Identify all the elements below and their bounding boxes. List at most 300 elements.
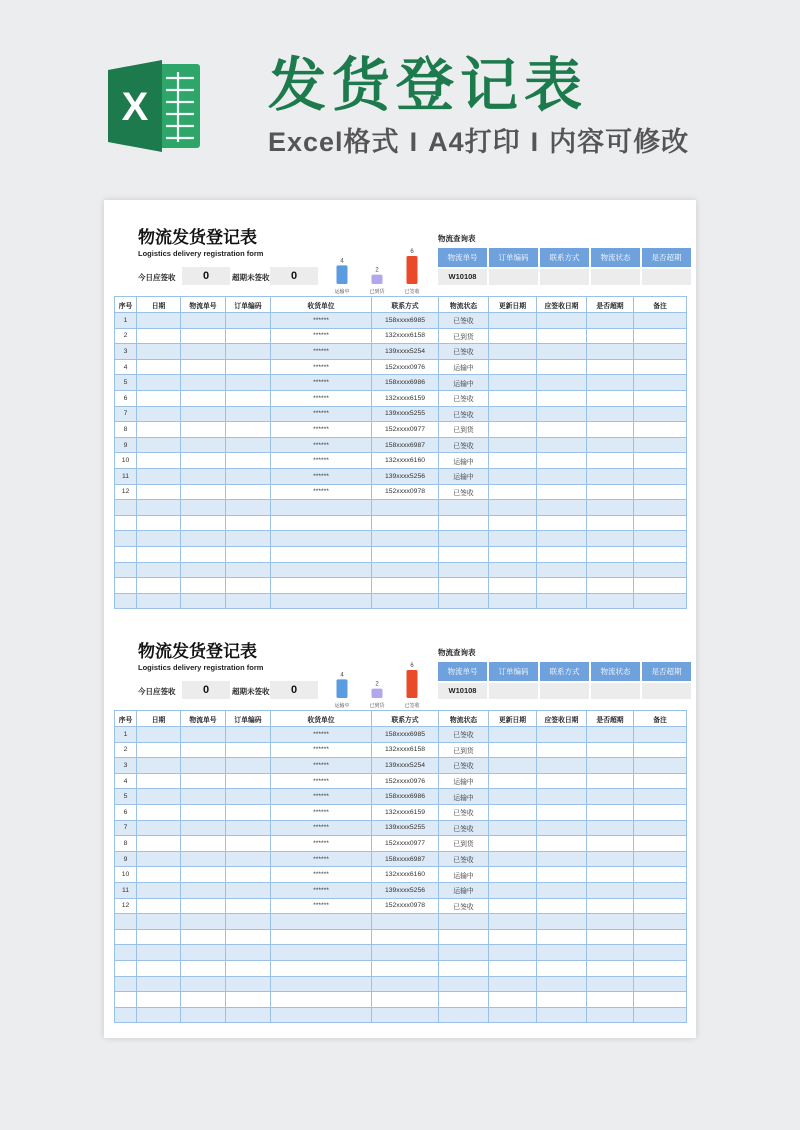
table-cell[interactable]: ******: [271, 804, 372, 820]
table-cell[interactable]: [587, 375, 634, 391]
table-cell[interactable]: [439, 914, 489, 930]
table-cell[interactable]: [137, 914, 181, 930]
table-cell[interactable]: [587, 945, 634, 961]
table-cell[interactable]: [587, 960, 634, 976]
table-cell[interactable]: [489, 960, 537, 976]
table-cell[interactable]: [271, 976, 372, 992]
table-cell[interactable]: [587, 851, 634, 867]
table-cell[interactable]: 158xxxx6985: [372, 727, 439, 743]
table-cell[interactable]: [137, 992, 181, 1008]
table-cell[interactable]: [181, 313, 226, 329]
table-cell[interactable]: [537, 758, 587, 774]
table-cell[interactable]: [587, 562, 634, 578]
table-cell[interactable]: [181, 328, 226, 344]
table-cell[interactable]: [537, 945, 587, 961]
table-cell[interactable]: [587, 437, 634, 453]
table-cell[interactable]: ******: [271, 328, 372, 344]
table-cell[interactable]: 139xxxx5256: [372, 468, 439, 484]
table-cell[interactable]: [226, 313, 271, 329]
table-cell[interactable]: [634, 851, 687, 867]
table-cell[interactable]: 139xxxx5254: [372, 758, 439, 774]
table-cell[interactable]: [226, 773, 271, 789]
table-cell[interactable]: 已签收: [439, 437, 489, 453]
table-cell[interactable]: [587, 1007, 634, 1023]
table-cell[interactable]: [181, 992, 226, 1008]
table-cell[interactable]: [634, 742, 687, 758]
table-cell[interactable]: [226, 484, 271, 500]
table-cell[interactable]: [181, 836, 226, 852]
table-cell[interactable]: [634, 804, 687, 820]
table-cell[interactable]: [181, 804, 226, 820]
table-cell[interactable]: [587, 328, 634, 344]
table-cell[interactable]: [181, 531, 226, 547]
table-cell[interactable]: [489, 344, 537, 360]
lookup-value-cell[interactable]: [591, 269, 640, 285]
table-cell[interactable]: [226, 390, 271, 406]
table-cell[interactable]: [226, 344, 271, 360]
table-cell[interactable]: [137, 313, 181, 329]
table-cell[interactable]: [537, 468, 587, 484]
table-cell[interactable]: [634, 976, 687, 992]
table-cell[interactable]: [372, 929, 439, 945]
table-cell[interactable]: [587, 531, 634, 547]
table-cell[interactable]: [489, 1007, 537, 1023]
table-cell[interactable]: ******: [271, 836, 372, 852]
table-cell[interactable]: [537, 742, 587, 758]
table-cell[interactable]: [271, 515, 372, 531]
table-cell[interactable]: 4: [115, 359, 137, 375]
table-cell[interactable]: [115, 578, 137, 594]
table-cell[interactable]: [226, 914, 271, 930]
table-cell[interactable]: [181, 390, 226, 406]
table-cell[interactable]: [587, 867, 634, 883]
table-cell[interactable]: ******: [271, 851, 372, 867]
table-cell[interactable]: [226, 898, 271, 914]
table-cell[interactable]: [271, 562, 372, 578]
table-cell[interactable]: 1: [115, 313, 137, 329]
table-cell[interactable]: [372, 531, 439, 547]
table-cell[interactable]: [181, 578, 226, 594]
table-cell[interactable]: 7: [115, 820, 137, 836]
table-cell[interactable]: [115, 546, 137, 562]
table-cell[interactable]: [439, 546, 489, 562]
table-cell[interactable]: [634, 820, 687, 836]
table-cell[interactable]: [226, 422, 271, 438]
table-cell[interactable]: [137, 804, 181, 820]
table-cell[interactable]: [537, 1007, 587, 1023]
table-cell[interactable]: [137, 867, 181, 883]
table-cell[interactable]: [489, 562, 537, 578]
table-cell[interactable]: [537, 531, 587, 547]
table-cell[interactable]: [634, 390, 687, 406]
table-cell[interactable]: [181, 562, 226, 578]
table-cell[interactable]: [537, 976, 587, 992]
table-cell[interactable]: [489, 313, 537, 329]
table-cell[interactable]: [181, 727, 226, 743]
table-cell[interactable]: [489, 390, 537, 406]
table-cell[interactable]: [489, 484, 537, 500]
table-cell[interactable]: [271, 960, 372, 976]
table-cell[interactable]: 运输中: [439, 773, 489, 789]
table-cell[interactable]: [537, 344, 587, 360]
table-cell[interactable]: [634, 437, 687, 453]
table-cell[interactable]: 132xxxx6159: [372, 390, 439, 406]
table-cell[interactable]: [634, 789, 687, 805]
table-cell[interactable]: [489, 422, 537, 438]
table-cell[interactable]: ******: [271, 468, 372, 484]
table-cell[interactable]: [137, 562, 181, 578]
table-cell[interactable]: [115, 531, 137, 547]
table-cell[interactable]: [115, 515, 137, 531]
table-cell[interactable]: [634, 758, 687, 774]
table-cell[interactable]: [489, 773, 537, 789]
table-cell[interactable]: [181, 914, 226, 930]
table-cell[interactable]: [271, 593, 372, 609]
table-cell[interactable]: ******: [271, 789, 372, 805]
table-cell[interactable]: [137, 406, 181, 422]
table-cell[interactable]: [137, 727, 181, 743]
table-cell[interactable]: ******: [271, 437, 372, 453]
table-cell[interactable]: [115, 992, 137, 1008]
table-cell[interactable]: [226, 437, 271, 453]
table-cell[interactable]: [537, 836, 587, 852]
table-cell[interactable]: [489, 727, 537, 743]
table-cell[interactable]: [439, 976, 489, 992]
table-cell[interactable]: 152xxxx0976: [372, 359, 439, 375]
table-cell[interactable]: [489, 836, 537, 852]
table-cell[interactable]: [489, 328, 537, 344]
table-cell[interactable]: [137, 820, 181, 836]
table-cell[interactable]: 10: [115, 867, 137, 883]
table-cell[interactable]: [587, 836, 634, 852]
table-cell[interactable]: [439, 929, 489, 945]
table-cell[interactable]: [537, 578, 587, 594]
table-cell[interactable]: [587, 593, 634, 609]
table-cell[interactable]: [115, 914, 137, 930]
table-cell[interactable]: [634, 727, 687, 743]
table-cell[interactable]: [226, 500, 271, 516]
table-cell[interactable]: [137, 773, 181, 789]
table-cell[interactable]: [226, 789, 271, 805]
table-cell[interactable]: [372, 914, 439, 930]
table-cell[interactable]: [226, 578, 271, 594]
table-cell[interactable]: [137, 578, 181, 594]
table-cell[interactable]: [226, 375, 271, 391]
table-cell[interactable]: [537, 789, 587, 805]
table-cell[interactable]: ******: [271, 820, 372, 836]
table-cell[interactable]: [587, 727, 634, 743]
table-cell[interactable]: [271, 1007, 372, 1023]
table-cell[interactable]: 132xxxx6160: [372, 453, 439, 469]
table-cell[interactable]: [489, 593, 537, 609]
table-cell[interactable]: [537, 992, 587, 1008]
table-cell[interactable]: 139xxxx5255: [372, 820, 439, 836]
table-cell[interactable]: [181, 484, 226, 500]
table-cell[interactable]: [489, 976, 537, 992]
table-cell[interactable]: [634, 484, 687, 500]
table-cell[interactable]: [537, 914, 587, 930]
table-cell[interactable]: [634, 406, 687, 422]
table-cell[interactable]: [226, 531, 271, 547]
table-cell[interactable]: [271, 500, 372, 516]
table-cell[interactable]: [587, 898, 634, 914]
table-cell[interactable]: [137, 484, 181, 500]
table-cell[interactable]: ******: [271, 375, 372, 391]
table-cell[interactable]: [372, 546, 439, 562]
table-cell[interactable]: [137, 836, 181, 852]
table-cell[interactable]: [587, 453, 634, 469]
table-cell[interactable]: [137, 437, 181, 453]
table-cell[interactable]: [137, 515, 181, 531]
kpi-value-overdue[interactable]: 0: [270, 681, 318, 699]
table-cell[interactable]: [181, 851, 226, 867]
table-cell[interactable]: 已到货: [439, 328, 489, 344]
table-cell[interactable]: [537, 437, 587, 453]
table-cell[interactable]: [137, 500, 181, 516]
lookup-value-cell[interactable]: [540, 269, 589, 285]
table-cell[interactable]: 158xxxx6986: [372, 789, 439, 805]
table-cell[interactable]: [226, 976, 271, 992]
table-cell[interactable]: [537, 422, 587, 438]
table-cell[interactable]: 132xxxx6159: [372, 804, 439, 820]
table-cell[interactable]: [537, 453, 587, 469]
table-cell[interactable]: [181, 375, 226, 391]
table-cell[interactable]: [537, 328, 587, 344]
table-cell[interactable]: [587, 992, 634, 1008]
table-cell[interactable]: [137, 742, 181, 758]
table-cell[interactable]: [181, 344, 226, 360]
table-cell[interactable]: [226, 515, 271, 531]
table-cell[interactable]: 132xxxx6158: [372, 328, 439, 344]
table-cell[interactable]: [489, 851, 537, 867]
table-cell[interactable]: 已签收: [439, 727, 489, 743]
table-cell[interactable]: 132xxxx6158: [372, 742, 439, 758]
table-cell[interactable]: [439, 531, 489, 547]
table-cell[interactable]: [181, 789, 226, 805]
table-cell[interactable]: [489, 578, 537, 594]
table-cell[interactable]: [372, 500, 439, 516]
table-cell[interactable]: [537, 375, 587, 391]
table-cell[interactable]: 已到货: [439, 422, 489, 438]
table-cell[interactable]: [634, 453, 687, 469]
table-cell[interactable]: [226, 820, 271, 836]
table-cell[interactable]: 152xxxx0976: [372, 773, 439, 789]
table-cell[interactable]: [537, 867, 587, 883]
table-cell[interactable]: 139xxxx5256: [372, 882, 439, 898]
table-cell[interactable]: [226, 546, 271, 562]
table-cell[interactable]: [634, 945, 687, 961]
table-cell[interactable]: [537, 820, 587, 836]
table-cell[interactable]: [115, 976, 137, 992]
table-cell[interactable]: [537, 562, 587, 578]
table-cell[interactable]: 已签收: [439, 804, 489, 820]
table-cell[interactable]: 152xxxx0978: [372, 484, 439, 500]
table-cell[interactable]: [115, 593, 137, 609]
table-cell[interactable]: [137, 960, 181, 976]
table-cell[interactable]: 2: [115, 742, 137, 758]
table-cell[interactable]: ******: [271, 727, 372, 743]
table-cell[interactable]: [537, 960, 587, 976]
table-cell[interactable]: [537, 593, 587, 609]
table-cell[interactable]: [181, 820, 226, 836]
table-cell[interactable]: 132xxxx6160: [372, 867, 439, 883]
table-cell[interactable]: 5: [115, 375, 137, 391]
table-cell[interactable]: [137, 468, 181, 484]
table-cell[interactable]: [634, 898, 687, 914]
table-cell[interactable]: [137, 945, 181, 961]
table-cell[interactable]: [137, 422, 181, 438]
table-cell[interactable]: [137, 882, 181, 898]
table-cell[interactable]: 已签收: [439, 406, 489, 422]
table-cell[interactable]: [634, 546, 687, 562]
table-cell[interactable]: [587, 882, 634, 898]
table-cell[interactable]: [115, 929, 137, 945]
table-cell[interactable]: [181, 1007, 226, 1023]
table-cell[interactable]: [489, 375, 537, 391]
table-cell[interactable]: 8: [115, 422, 137, 438]
table-cell[interactable]: 158xxxx6987: [372, 851, 439, 867]
table-cell[interactable]: [587, 820, 634, 836]
table-cell[interactable]: [537, 546, 587, 562]
table-cell[interactable]: [226, 804, 271, 820]
table-cell[interactable]: [271, 992, 372, 1008]
table-cell[interactable]: [634, 836, 687, 852]
table-cell[interactable]: [537, 484, 587, 500]
table-cell[interactable]: [137, 453, 181, 469]
table-cell[interactable]: [537, 804, 587, 820]
lookup-value-cell[interactable]: [540, 683, 589, 699]
table-cell[interactable]: [634, 359, 687, 375]
table-cell[interactable]: [439, 992, 489, 1008]
table-cell[interactable]: [587, 359, 634, 375]
table-cell[interactable]: [634, 468, 687, 484]
table-cell[interactable]: [181, 453, 226, 469]
table-cell[interactable]: [439, 562, 489, 578]
table-cell[interactable]: [489, 742, 537, 758]
lookup-value-cell[interactable]: W10108: [438, 269, 487, 285]
table-cell[interactable]: 152xxxx0977: [372, 836, 439, 852]
lookup-value-cell[interactable]: [591, 683, 640, 699]
table-cell[interactable]: [587, 344, 634, 360]
table-cell[interactable]: [137, 758, 181, 774]
table-cell[interactable]: [181, 546, 226, 562]
table-cell[interactable]: [115, 562, 137, 578]
table-cell[interactable]: [271, 578, 372, 594]
table-cell[interactable]: [537, 773, 587, 789]
table-cell[interactable]: [489, 437, 537, 453]
table-cell[interactable]: [489, 531, 537, 547]
table-cell[interactable]: [226, 593, 271, 609]
table-cell[interactable]: [537, 390, 587, 406]
table-cell[interactable]: [489, 882, 537, 898]
table-cell[interactable]: [181, 593, 226, 609]
table-cell[interactable]: 9: [115, 851, 137, 867]
table-cell[interactable]: [587, 929, 634, 945]
table-cell[interactable]: [181, 945, 226, 961]
table-cell[interactable]: [226, 727, 271, 743]
table-cell[interactable]: [226, 945, 271, 961]
table-cell[interactable]: [634, 422, 687, 438]
table-cell[interactable]: [537, 727, 587, 743]
table-cell[interactable]: 已签收: [439, 758, 489, 774]
table-cell[interactable]: [137, 328, 181, 344]
table-cell[interactable]: [226, 960, 271, 976]
table-cell[interactable]: [634, 515, 687, 531]
table-cell[interactable]: 11: [115, 468, 137, 484]
kpi-value-due-today[interactable]: 0: [182, 681, 230, 699]
table-cell[interactable]: [115, 500, 137, 516]
table-cell[interactable]: ******: [271, 453, 372, 469]
table-cell[interactable]: [226, 406, 271, 422]
kpi-value-due-today[interactable]: 0: [182, 267, 230, 285]
table-cell[interactable]: [634, 593, 687, 609]
table-cell[interactable]: [634, 375, 687, 391]
table-cell[interactable]: 已签收: [439, 484, 489, 500]
table-cell[interactable]: [634, 929, 687, 945]
table-cell[interactable]: 已签收: [439, 820, 489, 836]
table-cell[interactable]: 5: [115, 789, 137, 805]
table-cell[interactable]: ******: [271, 359, 372, 375]
table-cell[interactable]: [537, 359, 587, 375]
table-cell[interactable]: 3: [115, 758, 137, 774]
table-cell[interactable]: [439, 1007, 489, 1023]
table-cell[interactable]: [372, 992, 439, 1008]
table-cell[interactable]: 运输中: [439, 882, 489, 898]
table-cell[interactable]: 已签收: [439, 851, 489, 867]
table-cell[interactable]: [634, 328, 687, 344]
table-cell[interactable]: 12: [115, 898, 137, 914]
lookup-value-cell[interactable]: W10108: [438, 683, 487, 699]
table-cell[interactable]: 158xxxx6986: [372, 375, 439, 391]
table-cell[interactable]: [489, 406, 537, 422]
table-cell[interactable]: [587, 742, 634, 758]
table-cell[interactable]: [489, 789, 537, 805]
table-cell[interactable]: [587, 406, 634, 422]
table-cell[interactable]: [181, 929, 226, 945]
table-cell[interactable]: [271, 546, 372, 562]
table-cell[interactable]: [372, 593, 439, 609]
table-cell[interactable]: [181, 742, 226, 758]
table-cell[interactable]: [489, 359, 537, 375]
table-cell[interactable]: 158xxxx6987: [372, 437, 439, 453]
table-cell[interactable]: [537, 882, 587, 898]
table-cell[interactable]: ******: [271, 484, 372, 500]
table-cell[interactable]: [537, 406, 587, 422]
table-cell[interactable]: [587, 422, 634, 438]
table-cell[interactable]: [115, 945, 137, 961]
table-cell[interactable]: 运输中: [439, 375, 489, 391]
table-cell[interactable]: 139xxxx5254: [372, 344, 439, 360]
table-cell[interactable]: [537, 313, 587, 329]
table-cell[interactable]: ******: [271, 344, 372, 360]
table-cell[interactable]: [489, 515, 537, 531]
table-cell[interactable]: [634, 344, 687, 360]
table-cell[interactable]: 1: [115, 727, 137, 743]
table-cell[interactable]: [181, 359, 226, 375]
table-cell[interactable]: [137, 1007, 181, 1023]
table-cell[interactable]: [372, 562, 439, 578]
table-cell[interactable]: [489, 820, 537, 836]
table-cell[interactable]: [226, 882, 271, 898]
table-cell[interactable]: 12: [115, 484, 137, 500]
table-cell[interactable]: [137, 593, 181, 609]
table-cell[interactable]: 7: [115, 406, 137, 422]
table-cell[interactable]: [587, 313, 634, 329]
table-cell[interactable]: [226, 742, 271, 758]
table-cell[interactable]: [537, 929, 587, 945]
table-cell[interactable]: [489, 914, 537, 930]
table-cell[interactable]: 运输中: [439, 867, 489, 883]
